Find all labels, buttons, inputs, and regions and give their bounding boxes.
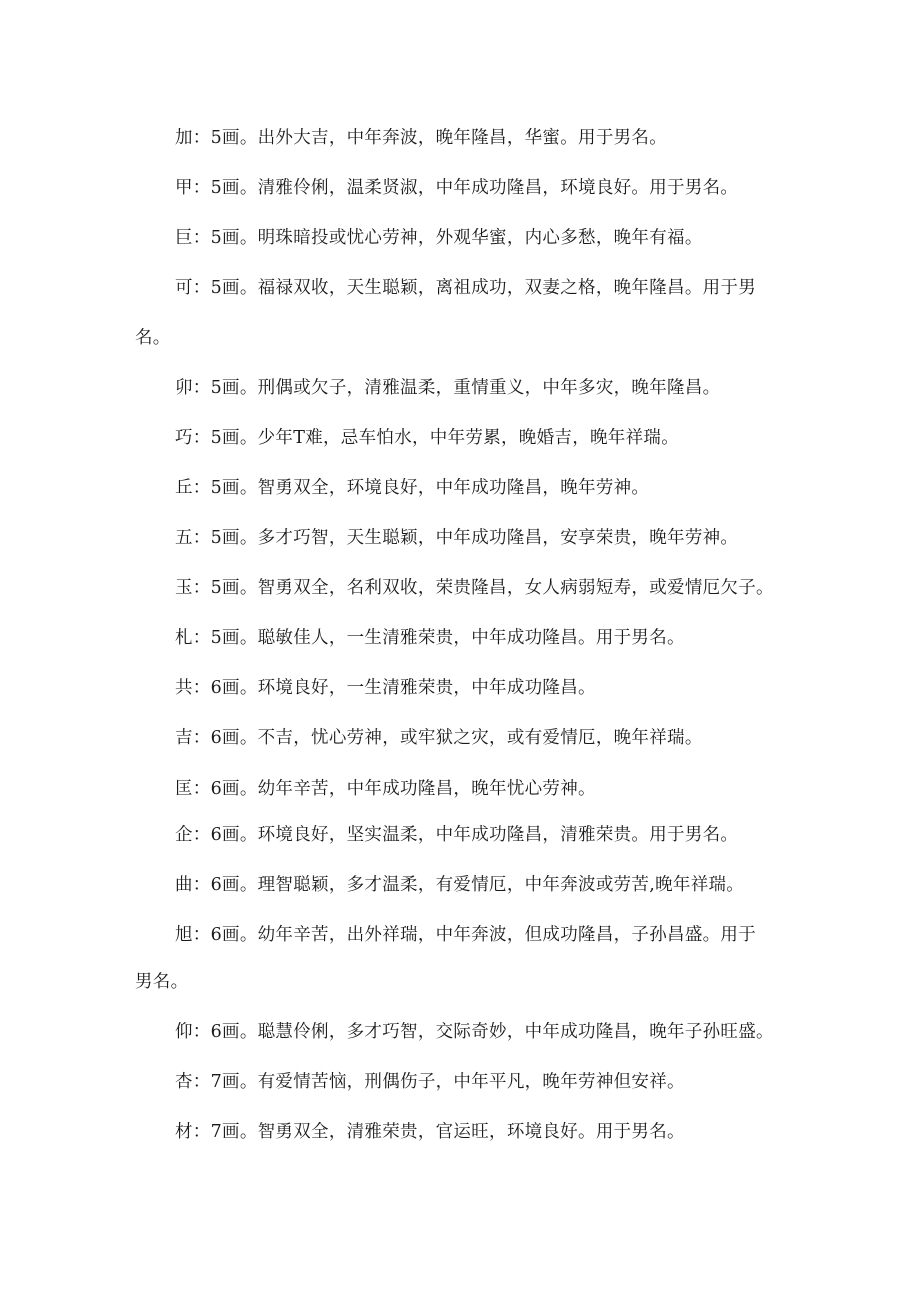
entry-line: 巨：5画。明珠暗投或忧心劳神，外观华蜜，内心多愁，晚年有福。 bbox=[175, 228, 703, 248]
entry-line: 共：6画。环境良好，一生清雅荣贵，中年成功隆昌。 bbox=[175, 678, 596, 698]
entry-line: 札：5画。聪敏佳人，一生清雅荣贵，中年成功隆昌。用于男名。 bbox=[175, 628, 685, 648]
entry-line: 仰：6画。聪慧伶俐，多才巧智，交际奇妙，中年成功隆昌，晚年子孙旺盛。 bbox=[175, 1022, 774, 1042]
entry-line: 丘：5画。智勇双全，环境良好，中年成功隆昌，晚年劳神。 bbox=[175, 478, 650, 498]
entry-line: 甲：5画。清雅伶俐，温柔贤淑，中年成功隆昌，环境良好。用于男名。 bbox=[175, 178, 739, 198]
entry-line: 旭：6画。幼年辛苦，出外祥瑞，中年奔波，但成功隆昌，子孙昌盛。用于 bbox=[175, 925, 757, 945]
entry-line: 五：5画。多才巧智，天生聪颖，中年成功隆昌，安享荣贵，晚年劳神。 bbox=[175, 528, 739, 548]
entry-line: 吉：6画。不吉，忧心劳神，或牢狱之灾，或有爱情厄，晚年祥瑞。 bbox=[175, 728, 703, 748]
entry-line: 卯：5画。刑偶或欠子，清雅温柔，重情重义，中年多灾，晚年隆昌。 bbox=[175, 378, 721, 398]
entry-line-continuation: 男名。 bbox=[135, 972, 189, 992]
entry-line-continuation: 名。 bbox=[135, 328, 171, 348]
entry-line: 玉：5画。智勇双全，名利双收，荣贵隆昌，女人病弱短寿，或爱情厄欠子。 bbox=[175, 578, 774, 598]
entry-line: 曲：6画。理智聪颖，多才温柔，有爱情厄，中年奔波或劳苦,晚年祥瑞。 bbox=[175, 875, 745, 895]
entry-line: 加：5画。出外大吉，中年奔波，晚年隆昌，华蜜。用于男名。 bbox=[175, 128, 668, 148]
entry-line: 企：6画。环境良好，坚实温柔，中年成功隆昌，清雅荣贵。用于男名。 bbox=[175, 825, 739, 845]
entry-line: 可：5画。福禄双收，天生聪颖，离祖成功，双妻之格，晚年隆昌。用于男 bbox=[175, 278, 757, 298]
entry-line: 杏：7画。有爱情苦恼，刑偶伤子，中年平凡，晚年劳神但安祥。 bbox=[175, 1072, 685, 1092]
entry-line: 匡：6画。幼年辛苦，中年成功隆昌，晚年忧心劳神。 bbox=[175, 779, 596, 799]
entry-line: 材：7画。智勇双全，清雅荣贵，官运旺，环境良好。用于男名。 bbox=[175, 1122, 685, 1142]
entry-line: 巧：5画。少年T难，忌车怕水，中年劳累，晚婚吉，晚年祥瑞。 bbox=[175, 428, 680, 448]
